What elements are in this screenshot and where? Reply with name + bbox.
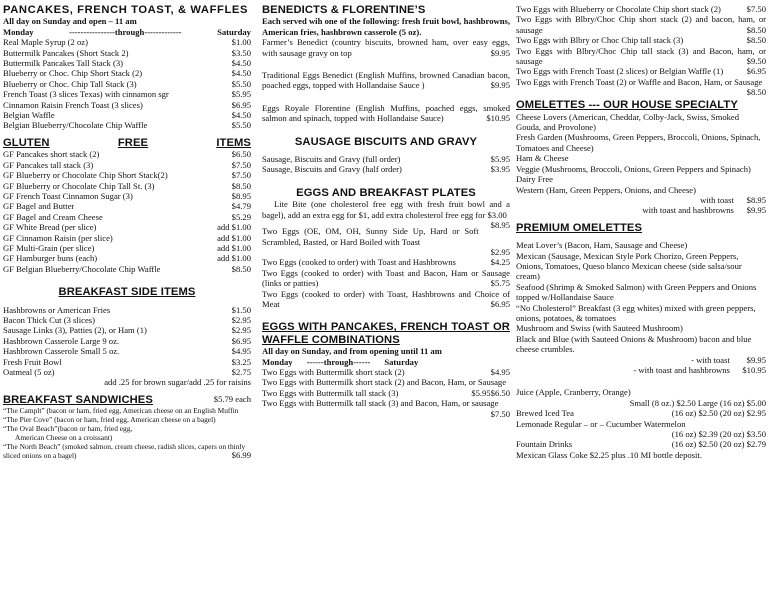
sandwich-item: “The Pier Cove” (bacon or ham, fried egg, American cheese on a bagel)	[3, 415, 216, 425]
combo-item-price: $7.50	[746, 4, 766, 14]
two-eggs-toast-price: $2.95	[490, 246, 510, 257]
fountain-label: Fountain Drinks	[516, 439, 573, 450]
pancake-item-name: Buttermilk Pancakes (Short Stack 2)	[3, 47, 129, 58]
combo-item-name: Two Eggs with Buttermilk tall stack (3)	[262, 387, 399, 398]
gluten-free-item-name: GF Hamburger buns (each)	[3, 253, 98, 264]
sides-title: BREAKFAST SIDE ITEMS	[58, 286, 196, 299]
two-eggs-meat	[262, 268, 510, 289]
combo-item	[516, 66, 766, 76]
biscuit-item-name: Sausage, Biscuits and Gravy (full order)	[262, 154, 401, 165]
gluten-free-item-price: $6.50	[231, 149, 251, 160]
pancakes-avail-from: Monday	[3, 26, 34, 37]
combo-item-price: $8.50	[746, 24, 766, 35]
pancake-item	[3, 100, 251, 110]
side-item	[3, 346, 251, 356]
menu-column-2	[262, 4, 510, 419]
combo-avail-from: Monday	[262, 356, 293, 367]
premium-item: Mexican (Sausage, Mexican Style Pork Chorizo, Green Peppers, Onions, Tomatoes, Queso blanco Mexican cheese (side salsa/sour cream)	[516, 250, 742, 282]
benedict-royale	[262, 103, 510, 124]
combo-item-name: Two Eggs with Buttermilk short stack (2) and Bacon, Ham, or Sausage	[262, 377, 507, 388]
lite-bite-desc: Lite Bite (one cholesterol free egg with fresh fruit bowl and a bagel), add an extra egg for $1, add extra cholesterol free egg for $3.00	[262, 199, 510, 220]
pancake-item-price: $5.50	[231, 78, 251, 89]
pancake-item-price: $6.95	[231, 99, 251, 110]
side-item-name: Bacon Thick Cut (3 slices)	[3, 314, 95, 325]
fountain-sizes: (16 oz) $2.50 (20 oz) $2.79	[671, 439, 766, 450]
gluten-free-item	[3, 243, 251, 253]
pancake-item	[3, 37, 251, 47]
combo-item-name: Two Eggs with French Toast (2) or Waffle and Bacon, Ham, or Sausage	[516, 76, 763, 87]
biscuits-title: SAUSAGE BISCUITS AND GRAVY	[294, 135, 478, 148]
farmers-price: $9.95	[490, 47, 510, 58]
two-eggs-toast-desc: Two Eggs (OE, OM, OH, Sunny Side Up, Hard or Soft Scrambled, Basted, or Hard Boiled with Toast	[262, 226, 479, 247]
pancake-item-price: $4.50	[231, 68, 251, 79]
two-eggs-toast	[262, 226, 510, 257]
gluten-free-title-a: GLUTEN	[3, 136, 50, 149]
side-item	[3, 357, 251, 367]
combo-item-price: $4.95	[490, 366, 510, 377]
biscuit-item-name: Sausage, Biscuits and Gravy (half order)	[262, 164, 402, 175]
premium-toast	[516, 355, 766, 365]
combo-item-name: Two Eggs with Blbry or Choc Chip tall stack (3)	[516, 35, 684, 46]
side-item	[3, 305, 251, 315]
pancakes-avail-to: Saturday	[217, 26, 251, 37]
pancake-item-price: $4.50	[231, 58, 251, 69]
combo-item	[262, 388, 510, 398]
biscuit-list	[262, 154, 510, 175]
gluten-free-item-price: $5.29	[231, 211, 251, 222]
gluten-free-item-price: $8.50	[231, 263, 251, 274]
iced-tea-sizes: (16 oz) $2.50 (20 oz) $2.95	[671, 408, 766, 419]
gluten-free-list	[3, 149, 251, 274]
pancake-item-name: Real Maple Syrup (2 oz)	[3, 37, 88, 48]
lite-bite-price: $8.95	[490, 220, 510, 231]
gluten-free-item-name: GF Blueberry or Chocolate Chip Short Stack(2)	[3, 170, 168, 181]
gluten-free-item	[3, 201, 251, 211]
gluten-free-item-price: add $1.00	[217, 253, 251, 264]
biscuit-item	[262, 154, 510, 164]
lite-bite	[262, 199, 510, 231]
beverages	[516, 387, 766, 460]
pancake-item	[3, 110, 251, 120]
sides-note: add .25 for brown sugar/add .25 for raisins	[104, 377, 251, 388]
omelette-hash	[516, 205, 766, 215]
pancake-item	[3, 89, 251, 99]
combo-item-price: $8.50	[746, 35, 766, 46]
pancakes-title: PANCAKES, FRENCH TOAST, & WAFFLES	[3, 4, 249, 16]
gluten-free-item	[3, 212, 251, 222]
two-eggs-hash-desc: Two Eggs (cooked to order) with Toast and Hashbrowns	[262, 257, 456, 268]
pancake-item-name: Blueberry or Choc. Chip Tall Stack (3)	[3, 78, 137, 89]
gluten-free-item-name: GF Blueberry or Chocolate Chip Tall St. (3)	[3, 180, 155, 191]
omelette-item: Cheese Lovers (American, Cheddar, Colby-Jack, Swiss, Smoked Gouda, and Provolone)	[516, 111, 740, 133]
omelette-list	[516, 112, 766, 195]
sandwich-item: “The Oval Beach”(bacon or ham, fried egg,	[3, 424, 133, 434]
combo-item	[516, 4, 766, 14]
gluten-free-item-price: $8.95	[231, 190, 251, 201]
premium-hash-label: - with toast and hashbrowns	[633, 365, 730, 375]
omelette-toast-price: $8.95	[746, 194, 766, 205]
sandwich-item: “The Camplt” (bacon or ham, fried egg, American cheese on an English Muffin	[3, 406, 239, 416]
pancakes-availability	[3, 16, 251, 26]
combo-item-price: $6.95	[746, 66, 766, 77]
side-item-name: Hashbrown Casserole Large 9 oz.	[3, 335, 120, 346]
combo-item-price: $9.50	[746, 56, 766, 67]
iced-tea-row	[516, 408, 766, 418]
side-item	[3, 315, 251, 325]
gluten-free-item-name: GF Pancakes short stack (2)	[3, 149, 100, 160]
sandwich-title: BREAKFAST SANDWICHES	[3, 393, 153, 406]
pancakes-avail-through: ----------------through-------------	[69, 26, 182, 37]
pancake-item-name: French Toast (3 slices Texas) with cinnamon sgr	[3, 89, 169, 100]
sandwich-item	[3, 442, 251, 460]
side-item-price: $4.95	[231, 346, 251, 357]
gluten-free-item-price: add $1.00	[217, 232, 251, 243]
gluten-free-item	[3, 160, 251, 170]
omelette-item: Ham & Cheese	[516, 153, 569, 164]
north-beach-price: $6.99	[231, 450, 251, 461]
side-item-price: $3.25	[231, 356, 251, 367]
pancake-item-name: Cinnamon Raisin French Toast (3 slices)	[3, 99, 143, 110]
premium-toast-label: - with toast	[691, 354, 730, 365]
side-item-price: $6.95	[231, 335, 251, 346]
two-eggs-all	[262, 289, 510, 310]
more-combo-list	[516, 4, 766, 98]
omelette-toast-label: with toast	[700, 194, 734, 205]
gluten-free-item-name: GF Multi-Grain (per slice)	[3, 242, 95, 253]
premium-item: Meat Lover’s (Bacon, Ham, Sausage and Cheese)	[516, 240, 688, 251]
pancake-item-price: $3.50	[231, 47, 251, 58]
iced-tea-label: Brewed Iced Tea	[516, 408, 574, 419]
biscuit-item	[262, 164, 510, 174]
gluten-free-item-price: add $1.00	[217, 222, 251, 233]
traditional-desc: Traditional Eggs Benedict (English Muffins, browned Canadian bacon, poached eggs, topped with Hollandaise Sauce )	[262, 70, 510, 91]
side-item	[3, 336, 251, 346]
pancake-item-price: $5.50	[231, 120, 251, 131]
omelette-item: Western (Ham, Green Peppers, Onions, and Cheese)	[516, 184, 696, 195]
omelette-hash-label: with toast and hashbrowns	[642, 205, 734, 216]
premium-item: Seafood (Shrimp & Smoked Salmon) with Green Peppers and Onions topped w/Hollandaise Sauce	[516, 281, 757, 303]
pancake-list	[3, 37, 251, 131]
royale-price: $10.95	[486, 113, 510, 124]
combo-item-price: $5.95	[471, 387, 491, 398]
benedict-title: BENEDICTS & FLORENTINE’S	[262, 4, 426, 16]
royale-desc: Eggs Royale Florentine (English Muffins, poached eggs, smoked salmon and spinach, topped with Hollandaise Sauce)	[262, 102, 510, 124]
combo-avail-hours: All day on Sunday, and from opening until 11 am	[262, 346, 442, 357]
combo-item-price: $7.50	[490, 408, 510, 419]
gluten-free-item-name: GF Bagel and Cream Cheese	[3, 211, 103, 222]
side-item-name: Hashbrowns or American Fries	[3, 304, 111, 315]
pancake-item-name: Blueberry or Choc. Chip Short Stack (2)	[3, 68, 143, 79]
pancakes-avail-hours: All day on Sunday and open – 11 am	[3, 16, 137, 27]
combo-item-name: Two Eggs with Blueberry or Chocolate Chip short stack (2)	[516, 4, 721, 14]
pancake-item	[3, 48, 251, 58]
gluten-free-item-name: GF French Toast Cinnamon Sugar (3)	[3, 190, 133, 201]
pancake-item	[3, 58, 251, 68]
combo-avail-through: ------through------	[306, 356, 371, 367]
biscuit-item-price: $3.95	[490, 164, 510, 175]
two-eggs-hash-price: $4.25	[490, 257, 510, 268]
sandwich-item: American Cheese on a croissant)	[15, 433, 113, 443]
combo-title: EGGS WITH PANCAKES, FRENCH TOAST OR WAFFLE COMBINATIONS	[262, 321, 510, 346]
premium-hash-price: $10.95	[742, 365, 766, 375]
menu-column-1	[3, 4, 251, 460]
premium-item: Mushroom and Swiss (with Sauteed Mushroom)	[516, 323, 683, 334]
eggs-title: EGGS AND BREAKFAST PLATES	[296, 186, 476, 199]
gluten-free-title	[3, 137, 251, 149]
sides-list	[3, 305, 251, 378]
juice-sizes: Small (8 oz.) $2.50 Large (16 oz) $5.00	[629, 397, 766, 408]
gluten-free-item	[3, 181, 251, 191]
lemonade-label: Lemonade Regular – or – Cucumber Watermelon	[516, 418, 686, 429]
combo-item	[516, 35, 766, 45]
combo-avail-to: Saturday	[384, 356, 419, 367]
gluten-free-item	[3, 264, 251, 274]
benedict-subtitle: Each served wih one of the following: fresh fruit bowl, hashbrowns, American fries, hashbrown casserole (5 oz).	[262, 16, 510, 37]
side-item-name: Oatmeal (5 oz)	[3, 367, 55, 377]
benedict-farmers	[262, 37, 510, 58]
gluten-free-title-c: ITEMS	[216, 136, 251, 149]
pancake-item-price: $1.00	[231, 37, 251, 48]
two-eggs-all-desc: Two Eggs (cooked to order) with Toast, Hashbrowns and Choice of Meat	[262, 288, 510, 309]
side-item-price: $1.50	[231, 304, 251, 315]
combo-item	[516, 46, 766, 67]
sandwich-list	[3, 406, 251, 460]
side-item-name: Hashbrown Casserole Small 5 oz.	[3, 346, 120, 357]
fountain-row	[516, 439, 766, 449]
side-item-price: $2.95	[231, 314, 251, 325]
premium-item: Black and Blue (with Sauteed Onions & Mushroom) bacon and blue cheese crumbles.	[516, 333, 752, 355]
gluten-free-item-name: GF White Bread (per slice)	[3, 222, 97, 233]
side-item-price: $2.95	[231, 325, 251, 336]
pancake-item-name: Belgian Blueberry/Chocolate Chip Waffle	[3, 120, 148, 131]
omelette-title: OMELETTES --- OUR HOUSE SPECIALTY	[516, 99, 738, 112]
two-eggs-meat-price: $5.75	[490, 278, 510, 289]
gluten-free-item-price: $8.50	[231, 180, 251, 191]
juice-label: Juice (Apple, Cranberry, Orange)	[516, 387, 631, 398]
gluten-free-item-name: GF Bagel and Butter	[3, 201, 75, 212]
omelette-toast	[516, 195, 766, 205]
omelette-item: Veggie (Mushrooms, Broccoli, Onions, Green Peppers and Spinach) Dairy Free	[516, 163, 751, 185]
two-eggs-all-price: $6.95	[490, 298, 510, 309]
omelette-item: Fresh Garden (Mushrooms, Green Peppers, Broccoli, Onions, Spinach, Tomatoes and Cheese)	[516, 132, 761, 153]
two-eggs-meat-desc: Two Eggs (cooked to order) with Toast and Bacon, Ham or Sausage (links or patties)	[262, 267, 510, 289]
combo-item	[262, 398, 510, 419]
two-eggs-hash	[262, 257, 510, 267]
pancakes-availability-days	[3, 27, 251, 37]
combo-item-name: Two Eggs with Blbry/Choc Chip short stack (2) and bacon, ham, or sausage	[516, 14, 766, 35]
traditional-price: $9.95	[490, 80, 510, 91]
gluten-free-item	[3, 170, 251, 180]
gluten-free-item	[3, 222, 251, 232]
gluten-free-item-price: $4.79	[231, 201, 251, 212]
side-item	[3, 367, 251, 377]
pancake-item-name: Buttermilk Pancakes Tall Stack (3)	[3, 58, 124, 69]
combo-item-name: Two Eggs with Buttermilk tall stack (3) and Bacon, Ham, or sausage	[262, 398, 499, 409]
gluten-free-item-price: $7.50	[231, 159, 251, 170]
combo-item	[516, 76, 766, 98]
combo-item	[262, 367, 510, 377]
gluten-free-item-name: GF Belgian Blueberry/Chocolate Chip Waffle	[3, 263, 161, 274]
sandwich-price: $5.79 each	[213, 393, 251, 404]
premium-item: “No Cholesterol” Breakfast (3 egg whites) mixed with green peppers, onions, potatoes, & tomatoes	[516, 302, 756, 323]
gluten-free-title-b: FREE	[117, 136, 149, 149]
gluten-free-item	[3, 253, 251, 263]
premium-toast-price: $9.95	[746, 354, 766, 365]
combo-item-name: Two Eggs with Buttermilk short stack (2)	[262, 366, 405, 377]
pancake-item-price: $4.50	[231, 110, 251, 121]
gluten-free-item	[3, 233, 251, 243]
combo-item-price: $8.50	[746, 87, 766, 98]
side-item-name: Sausage Links (3), Patties (2), or Ham (1)	[3, 325, 147, 336]
combo-item-name: Two Eggs with French Toast (2 slices) or Belgian Waffle (1)	[516, 66, 724, 77]
gluten-free-item-price: add $1.00	[217, 242, 251, 253]
pancake-item	[3, 120, 251, 130]
premium-list	[516, 240, 766, 354]
sandwich-header	[3, 394, 251, 406]
combo-item-name: Two Eggs with Blbry/Choc Chip tall stack (3) and Bacon, ham, or sausage	[516, 45, 766, 67]
combo-item-price: $6.50	[490, 387, 510, 398]
side-item-price: $2.75	[231, 367, 251, 377]
gluten-free-item	[3, 149, 251, 159]
combo-item	[516, 14, 766, 35]
pancake-item	[3, 68, 251, 78]
gluten-free-item-name: GF Pancakes tall stack (3)	[3, 159, 94, 170]
side-item-name: Fresh Fruit Bowl	[3, 356, 62, 367]
benedict-traditional	[262, 70, 510, 91]
lemonade-sizes: (16 oz) $2.39 (20 oz) $3.50	[671, 429, 766, 440]
pancake-item-price: $5.95	[231, 89, 251, 100]
omelette-hash-price: $9.95	[746, 205, 766, 216]
gluten-free-item-name: GF Cinnamon Raisin (per slice)	[3, 232, 113, 243]
farmers-desc: Farmer’s Benedict (country biscuits, browned ham, over easy eggs, with sausage gravy on top	[262, 37, 510, 58]
menu-column-3	[516, 4, 766, 460]
coke-label: Mexican Glass Coke $2.25 plus .10 MI bottle deposit.	[516, 449, 702, 460]
combo-avail-days	[262, 357, 510, 367]
pancake-item-name: Belgian Waffle	[3, 110, 55, 121]
gluten-free-item	[3, 191, 251, 201]
gluten-free-item-price: $7.50	[231, 170, 251, 181]
combo-list	[262, 366, 510, 419]
biscuit-item-price: $5.95	[490, 154, 510, 165]
side-item	[3, 325, 251, 335]
sandwich-north-beach: “The North Beach” (smoked salmon, cream cheese, radish slices, capers on thinly sliced onions on a bagel)	[3, 442, 246, 461]
premium-title: PREMIUM OMELETTES	[516, 221, 643, 234]
pancake-item	[3, 79, 251, 89]
premium-hash	[516, 365, 766, 375]
